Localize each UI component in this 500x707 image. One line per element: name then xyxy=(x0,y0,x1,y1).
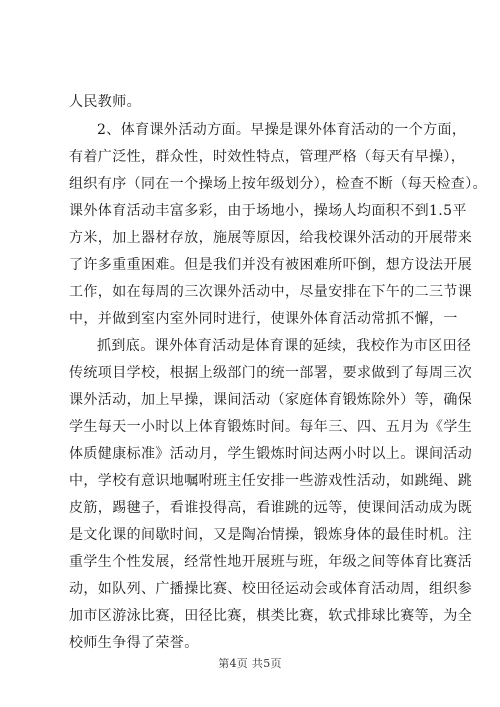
text-line: 重学生个性发展，经常性地开展班与班，年级之间等体育比赛活 xyxy=(69,554,473,570)
text-line: 了许多重重困难。但是我们并没有被困难所吓倒，想方设法开展 xyxy=(69,257,473,273)
text-line: 课外活动，加上早操，课间活动（家庭体育锻炼除外）等，确保 xyxy=(69,392,473,408)
text-line: 体质健康标准》活动月，学生锻炼时间达两小时以上。课间活动 xyxy=(69,446,473,462)
text-line: 人民教师。 xyxy=(69,94,141,110)
text-line: 动，如队列、广播操比赛、校田径运动会或体育活动周，组织参 xyxy=(69,581,473,597)
text-line: 方米，加上器材存放，施展等原因，给我校课外活动的开展带来 xyxy=(69,230,473,246)
text-line: 课外体育活动丰富多彩，由于场地小，操场人均面积不到1.5平 xyxy=(69,203,467,219)
text-line: 组织有序（同在一个操场上按年级划分），检查不断（每天检查）。 xyxy=(69,176,487,192)
text-line: 皮筋，踢毽子，看谁投得高，看谁跳的远等，使课间活动成为既 xyxy=(69,500,473,516)
text-line: 校师生争得了荣誉。 xyxy=(69,635,199,651)
text-line: 工作，如在每周的三次课外活动中，尽量安排在下午的二三节课 xyxy=(69,284,473,300)
text-line: 是文化课的间歇时间，又是陶冶情操，锻炼身体的最佳时机。注 xyxy=(69,527,473,543)
paragraph-start-line: 抓到底。课外体育活动是体育课的延续，我校作为市区田径 xyxy=(97,338,472,354)
text-line: 学生每天一小时以上体育锻炼时间。每年三、四、五月为《学生 xyxy=(69,419,473,435)
page-footer: 第4页 共5页 xyxy=(218,657,282,670)
text-line: 加市区游泳比赛，田径比赛，棋类比赛，软式排球比赛等，为全 xyxy=(69,608,473,624)
text-line: 中，学校有意识地嘱咐班主任安排一些游戏性活动，如跳绳、跳 xyxy=(69,473,473,489)
text-line: 传统项目学校，根据上级部门的统一部署，要求做到了每周三次 xyxy=(69,365,473,381)
text-line: 有着广泛性，群众性，时效性特点，管理严格（每天有早操）， xyxy=(69,149,466,165)
paragraph-start-line: 2、体育课外活动方面。早操是课外体育活动的一个方面， xyxy=(97,122,467,138)
text-line: 中，并做到室内室外同时进行，使课外体育活动常抓不懈，一 xyxy=(69,311,458,327)
